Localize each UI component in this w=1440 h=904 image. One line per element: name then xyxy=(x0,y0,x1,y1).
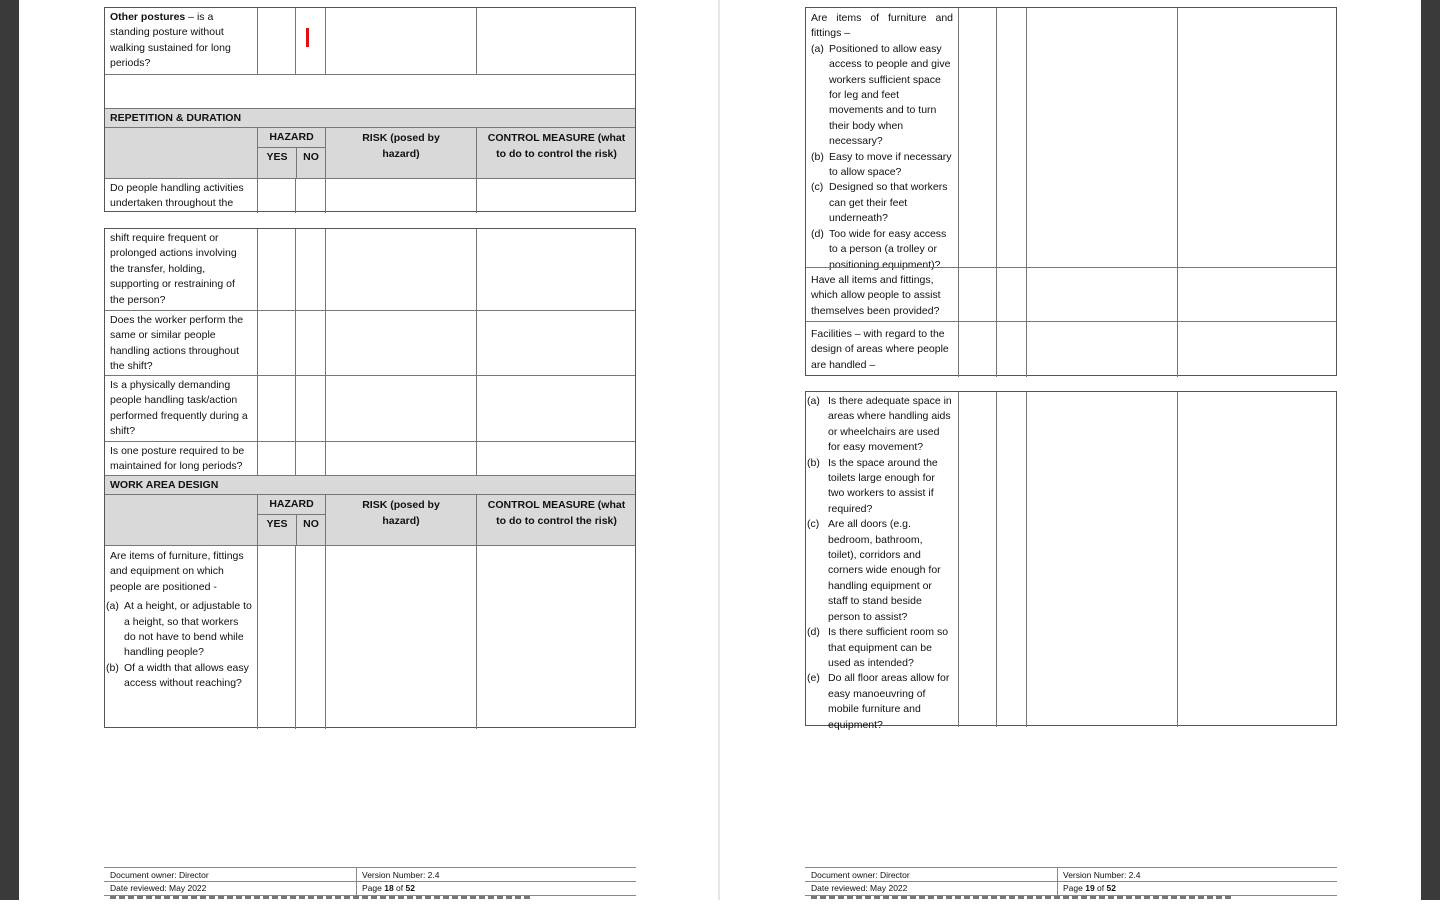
risk-cell[interactable] xyxy=(325,442,476,475)
assessment-table-bottom xyxy=(805,391,1337,731)
table-row xyxy=(105,375,635,441)
yes-cell[interactable] xyxy=(257,442,295,475)
footer-page-number: Page 18 of 52 xyxy=(362,883,415,893)
assessment-table-top xyxy=(104,7,636,212)
yes-cell[interactable] xyxy=(257,179,295,213)
column-header-row xyxy=(105,127,635,178)
list-item: (e) Do all floor areas allow for easy manoeuvring of mobile furniture and equipment? xyxy=(807,672,950,731)
list-item: (c) Designed so that workers can get their feet underneath? xyxy=(811,181,948,225)
page-footer xyxy=(104,867,636,904)
section-title: REPETITION & DURATION xyxy=(110,112,242,124)
risk-header: RISK (posed by hazard) xyxy=(325,495,476,545)
yes-cell[interactable] xyxy=(958,268,996,321)
yes-cell[interactable] xyxy=(257,8,295,74)
table-row-blank xyxy=(105,74,635,108)
risk-cell[interactable] xyxy=(325,179,476,213)
yes-cell[interactable] xyxy=(257,376,295,441)
risk-cell[interactable] xyxy=(1026,8,1177,267)
control-cell[interactable] xyxy=(476,442,636,475)
no-cell[interactable] xyxy=(295,442,325,475)
table-row xyxy=(105,178,635,213)
risk-cell[interactable] xyxy=(1026,268,1177,321)
yes-cell[interactable] xyxy=(958,392,996,727)
control-cell[interactable] xyxy=(1177,8,1337,267)
text-cursor-mark xyxy=(306,28,309,47)
no-cell[interactable] xyxy=(996,322,1026,377)
question-one-posture: Is one posture required to be maintained for long periods? xyxy=(110,445,245,473)
no-cell[interactable] xyxy=(295,376,325,441)
no-header: NO xyxy=(303,518,319,530)
question-same-actions: Does the worker perform the same or similar people handling actions throughout the shift? xyxy=(110,314,244,373)
risk-cell[interactable] xyxy=(325,311,476,375)
yes-cell[interactable] xyxy=(257,546,295,729)
yes-header: YES xyxy=(266,151,288,163)
yes-header: YES xyxy=(266,518,288,530)
footer-version: Version Number: 2.4 xyxy=(362,870,440,880)
control-cell[interactable] xyxy=(476,179,636,213)
footer-date-reviewed: Date reviewed: May 2022 xyxy=(110,883,207,893)
hazard-header: HAZARD xyxy=(269,498,314,510)
table-row xyxy=(806,392,1336,731)
risk-header: RISK (posed by hazard) xyxy=(325,128,476,178)
list-item: (a) Is there adequate space in areas where handling aids or wheelchairs are used for easy movement? xyxy=(807,395,952,454)
yes-cell[interactable] xyxy=(257,229,295,310)
question-items-assist: Have all items and fittings, which allow people to assist themselves been provided? xyxy=(811,274,941,317)
question-intro: Are items of furniture and fittings – xyxy=(811,12,953,40)
table-row xyxy=(806,321,1336,377)
no-cell[interactable] xyxy=(996,392,1026,727)
yes-cell[interactable] xyxy=(958,322,996,377)
no-cell[interactable] xyxy=(996,8,1026,267)
assessment-table-bottom xyxy=(104,228,636,728)
table-row xyxy=(105,229,635,310)
viewer-right-edge xyxy=(1421,0,1440,900)
yes-cell[interactable] xyxy=(257,311,295,375)
control-cell[interactable] xyxy=(1177,322,1337,377)
question-other-postures: Other postures – is a standing posture without walking sustained for long periods? xyxy=(110,11,231,70)
no-cell[interactable] xyxy=(295,229,325,310)
control-cell[interactable] xyxy=(476,376,636,441)
control-cell[interactable] xyxy=(476,311,636,375)
control-cell[interactable] xyxy=(476,229,636,310)
footer-date-reviewed: Date reviewed: May 2022 xyxy=(811,883,908,893)
footer-owner: Document owner: Director xyxy=(811,870,910,880)
list-item: (a) At a height, or adjustable to a height, so that workers do not have to bend while handling people? xyxy=(106,600,252,659)
no-cell[interactable] xyxy=(295,179,325,213)
question-repetition-part2: shift require frequent or prolonged actions involving the transfer, holding, supporting or restraining of the person? xyxy=(110,232,237,306)
section-header-work-area xyxy=(105,475,635,494)
no-cell[interactable] xyxy=(295,8,325,74)
risk-cell[interactable] xyxy=(1026,392,1177,727)
table-row xyxy=(806,8,1336,271)
assessment-table-top xyxy=(805,7,1337,376)
risk-cell[interactable] xyxy=(325,8,476,74)
question-furniture-height xyxy=(105,546,257,729)
question-intro: Are items of furniture, fittings and equipment on which people are positioned - xyxy=(110,550,244,593)
table-row xyxy=(105,8,635,74)
control-header: CONTROL MEASURE (what to do to control the risk) xyxy=(476,128,636,178)
no-header: NO xyxy=(303,151,319,163)
control-header: CONTROL MEASURE (what to do to control the risk) xyxy=(476,495,636,545)
no-cell[interactable] xyxy=(295,311,325,375)
hazard-header: HAZARD xyxy=(269,131,314,143)
footer-page-number: Page 19 of 52 xyxy=(1063,883,1116,893)
column-header-row xyxy=(105,494,635,545)
viewer-left-edge xyxy=(0,0,19,900)
list-item: (b) Of a width that allows easy access without reaching? xyxy=(106,661,249,690)
list-item: (c) Are all doors (e.g. bedroom, bathroom, toilet), corridors and corners wide enough for handling equipment or staff to stand beside person to assist? xyxy=(807,518,941,623)
no-cell[interactable] xyxy=(996,268,1026,321)
footer-version: Version Number: 2.4 xyxy=(1063,870,1141,880)
yes-cell[interactable] xyxy=(958,8,996,267)
section-title: WORK AREA DESIGN xyxy=(110,479,219,491)
section-header-repetition xyxy=(105,108,635,127)
control-cell[interactable] xyxy=(1177,268,1337,321)
question-repetition-part1: Do people handling activities undertaken throughout the xyxy=(110,182,244,210)
footer-cutoff-text xyxy=(811,896,1231,899)
question-facilities: Facilities – with regard to the design of areas where people are handled – xyxy=(811,328,949,371)
question-demanding-task: Is a physically demanding people handling task/action performed frequently during a shift? xyxy=(110,379,248,438)
list-item: (d) Too wide for easy access to a person (a trolley or positioning equipment)? xyxy=(811,227,947,271)
page-footer xyxy=(805,867,1337,904)
list-item: (a) Positioned to allow easy access to people and give workers sufficient space for leg and feet movements and to turn their body when necessary? xyxy=(811,42,951,148)
table-row xyxy=(806,267,1336,321)
risk-cell[interactable] xyxy=(1026,322,1177,377)
risk-cell[interactable] xyxy=(325,376,476,441)
footer-cutoff-text xyxy=(110,896,530,899)
control-cell[interactable] xyxy=(476,546,636,729)
list-item: (d) Is there sufficient room so that equipment can be used as intended? xyxy=(807,626,949,669)
control-cell[interactable] xyxy=(476,8,636,74)
risk-cell[interactable] xyxy=(325,546,476,729)
list-item: (b) Is the space around the toilets large enough for two workers to assist if required? xyxy=(807,456,938,515)
question-fittings xyxy=(806,8,958,271)
risk-cell[interactable] xyxy=(325,229,476,310)
no-cell[interactable] xyxy=(295,546,325,729)
control-cell[interactable] xyxy=(1177,392,1337,727)
table-row xyxy=(105,310,635,375)
table-row xyxy=(105,545,635,729)
table-row xyxy=(105,441,635,475)
footer-owner: Document owner: Director xyxy=(110,870,209,880)
question-space-list xyxy=(806,392,958,731)
page-gutter xyxy=(718,0,720,900)
list-item: (b) Easy to move if necessary to allow space? xyxy=(811,150,952,179)
